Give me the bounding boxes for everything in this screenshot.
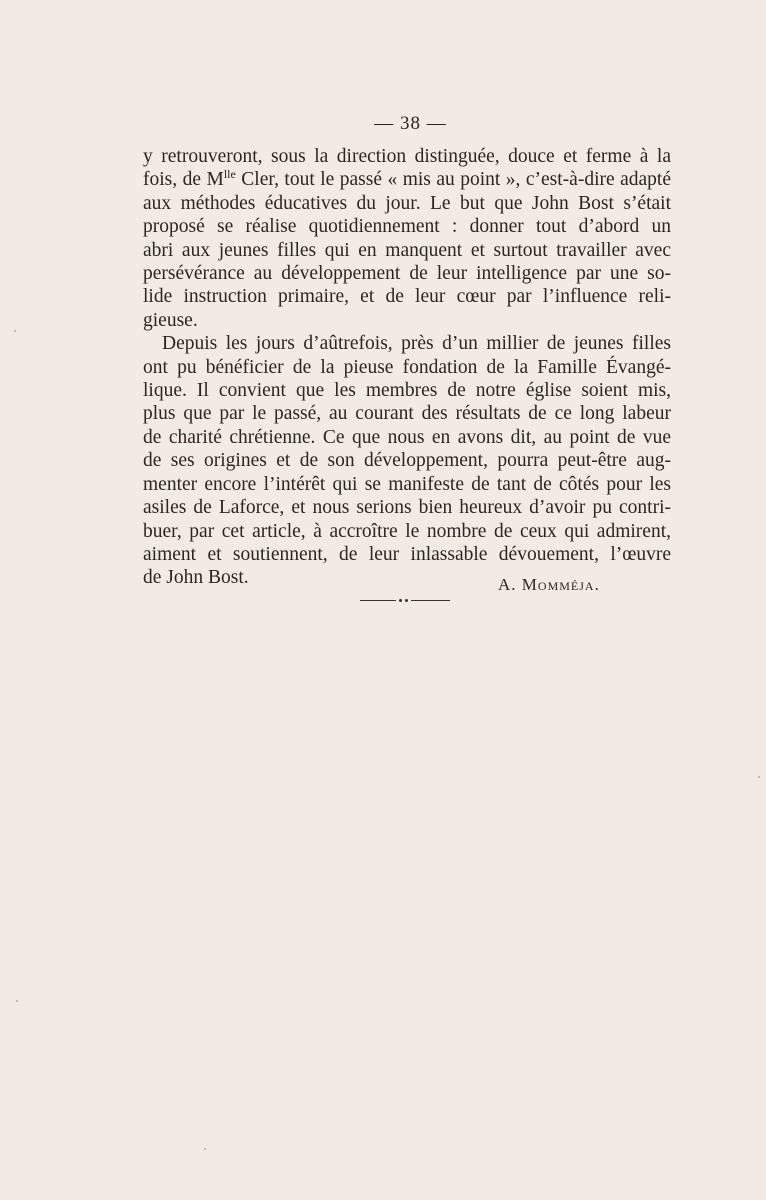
superscript: lle	[223, 167, 236, 182]
text-line: menter encore l’intérêt qui se manifeste de tant de côtés pour les	[143, 473, 671, 495]
text-fragment: fois, de M	[143, 169, 224, 191]
paragraph-2	[143, 332, 671, 589]
text-line: lide instruction primaire, et de leur cœur par l’influence reli-	[143, 286, 671, 308]
end-ornament	[360, 598, 450, 604]
text-line: plus que par le passé, au courant des résultats de ce long labeur	[143, 403, 671, 425]
text-line	[143, 168, 671, 191]
text-line: gieuse.	[143, 309, 198, 331]
page-number: — 38 —	[374, 113, 447, 134]
text-line: ont pu bénéficier de la pieuse fondation de la Famille Évangé-	[143, 356, 671, 378]
text-line: proposé se réalise quotidiennement : donner tout d’abord un	[143, 216, 671, 238]
text-line: y retrouveront, sous la direction distinguée, douce et ferme à la	[143, 146, 671, 167]
text-line: de charité chrétienne. Ce que nous en avons dit, au point de vue	[143, 426, 671, 448]
paper-speck	[14, 330, 16, 332]
author-signature	[498, 575, 600, 595]
text-line: Depuis les jours d’aûtrefois, près d’un millier de jeunes filles	[162, 333, 671, 355]
text-line: buer, par cet article, à accroître le nombre de ceux qui admirent,	[143, 520, 671, 542]
text-line: aiment et soutiennent, de leur inlassable dévouement, l’œuvre	[143, 543, 671, 565]
ornament-dot	[405, 599, 408, 602]
ornament-dot	[399, 599, 402, 602]
paper-speck	[16, 1000, 18, 1002]
ornament-rule-right	[411, 600, 450, 601]
text-line: persévérance au développement de leur intelligence par une so-	[143, 263, 671, 285]
ornament-rule-left	[360, 600, 396, 601]
body-text	[143, 145, 671, 590]
text-line: abri aux jeunes filles qui en manquent et surtout travailler avec	[143, 239, 671, 261]
author-initial: A.	[498, 575, 517, 594]
paper-speck	[758, 776, 760, 778]
text-line: aux méthodes éducatives du jour. Le but que John Bost s’était	[143, 192, 671, 214]
text-line: lique. Il convient que les membres de notre église soient mis,	[143, 380, 671, 402]
text-line: de ses origines et de son développement, pourra peut-être aug-	[143, 450, 671, 472]
text-line: asiles de Laforce, et nous serions bien heureux d’avoir pu contri-	[143, 497, 671, 519]
paragraph-1	[143, 145, 671, 332]
paper-speck	[204, 1148, 206, 1150]
text-fragment: Cler, tout le passé « mis au point », c’est-à-dire adapté	[235, 169, 671, 191]
author-name: Momméja.	[521, 575, 600, 594]
text-line: de John Bost.	[143, 567, 249, 589]
